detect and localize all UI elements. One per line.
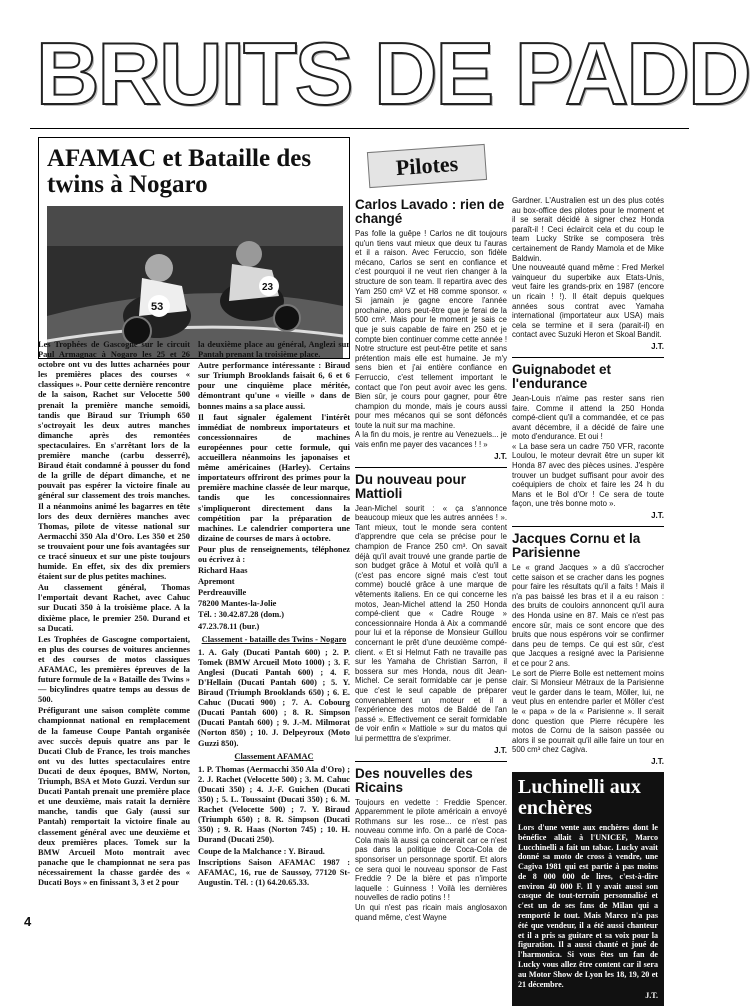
article-title-guignabodet: Guignabodet et l'endurance	[512, 361, 611, 391]
article-body: A la fin du mois, je rentre au Venezuels... je vais enfin me payer des vacances ! ! »	[355, 430, 507, 450]
article-body: Pas folle la guêpe ! Carlos ne dit toujours qu'un tiens vaut mieux que deux tu l'auras et il a raison. Avec Feruccio, son fidèle mécano, Carlos se sent en confiance et c'est pourquoi il ne veut rien changer à la structure de son team. Il repartira avec des Yam 250 cm³ VZ et H8 comme sponsor. « Si jamain je gagne encore l'année prochaine, alors peut-être que je ferai de la 500 cm³. Mais pour le moment je sais ce que je suis capable de faire en 250 et je compte bien continuer comme cette année ! Notre structure est peut-être petite et sans prétention mais elle est humaine. Je m'y sens bien et j'ai entière confiance en Ferruccio, c'est tellement important le contact que l'on peut avoir avec les gens. Bien sûr, je cours pour gagner, pour être champion du monde, mais je cours aussi pour mes mécanos qui se sont défoncés toute la nuit sur ma machine.	[355, 229, 507, 430]
article-title-mattioli: Du nouveau pour Mattioli	[355, 471, 466, 501]
article-divider	[512, 526, 664, 527]
article-body: Gardner. L'Australien est un des plus cotés au box-office des pilotes pour le moment et il se serait décidé à signer chez Honda paraît-il ! Ceci éclaircit cela et du coup le team Lucky Strike se composera très certainement de Randy Mamola et de Mike Baldwin.	[512, 196, 664, 263]
article-signature: J.T.	[645, 991, 658, 1001]
article-body: Une nouveauté quand même : Fred Merkel vainqueur du superbike aux Etats-Unis, veut faire les grands-prix en 1987 (encore un ricain ! !). Il était depuis quelques années sous contrat avec Yamaha international (importateur aux USA) mais cela se termine et il sera (parait-il) en contact avec Suzuki Heron et Skoal Bandit.	[512, 263, 664, 340]
afamac-results: 1. P. Thomas (Aermacchi 350 Ala d'Oro) ; 2. J. Rachet (Velocette 500) ; 3. M. Cahuc (Ducati 350) ; 4. J.-F. Guichen (Ducati 350) ; 5. L. Toussaint (Ducati 350) ; 6. M. Rachet (Velocette 500) ; 7. Y. Biraud (Triumph 650) ; 8. R. Simpson (Ducati 350) ; 9. R. Haas (Norton 745) ; 10. H. Durand (Ducati 250).	[198, 764, 350, 845]
right-column	[512, 196, 664, 1001]
article-signature: J.T.	[651, 341, 664, 351]
svg-text:53: 53	[151, 301, 164, 313]
afamac-paragraph: Préfigurant une saison complète comme championnat national en remplacement de la fameuse Coupe Pantah organisée avec succès depuis quatre ans par le Ducati Club de France, les trois manches ont vu des luttes spectaculaires entre Ducati de deux époques, BMW, Norton, Triumph, BSA et Moto Guzzi. Verdun sur Ducati Pantah prenait une première place et une deuxième, mais ratait la dernière manche, tandis que Galy (aussi sur Pantah) remportait la victoire finale au classement général avec une deuxième et deux premières places. Tomek sur la BMW Arcueil Moto montrait avec panache que le championnat ne sera pas nécessairement la chasse gardée des « Ducati Boys » en finissant 3, 3 et 2 pour	[38, 706, 190, 887]
article-divider	[512, 357, 664, 358]
middle-column	[355, 196, 507, 922]
article-signature: J.T.	[494, 745, 507, 755]
pilotes-section-label: Pilotes	[367, 144, 487, 188]
article-body: Jean-Louis n'aime pas rester sans rien faire. Comme il attend la 250 Honda compé-client qu'il a commandée, et ce pas avant décembre, il a décidé de faire une moto d'endurance. Et oui !	[512, 393, 664, 442]
article-body: Lors d'une vente aux enchères dont le bénéfice allait à l'UNICEF, Marco Lucchinelli a fait un tabac. Lucky avait donné sa moto de cross à vendre, une Cagiva 1981 qui est partie à pas moins de 8 000 000 de lires, c'est-à-dire environ 40 000 F. Il y avait aussi son casque de tout-terrain personnalisé et c'est un de ses fans de Milan qui a remporté le tout. Mais Marco n'a pas été que vendeur, il a été aussi chanteur et il a pris sa guitare et sa voix pour la figuration. Il a aussi chanté et joué de l'harmonica. Si vous êtes un fan de Lucky vous allez être content car il sera au Motor Show de Lyon les 18, 19, 20 et 21 décembre.	[518, 822, 658, 989]
article-title-lavado: Carlos Lavado : rien de changé	[355, 197, 505, 226]
afamac-paragraph: Au classement général, Thomas l'emportait devant Rachet, avec Cahuc sur Ducati 350 à la troisième place. A la dixième place, le premier 250. Durand et sa Ducati.	[38, 583, 190, 633]
afamac-paragraph: Pour plus de renseignements, téléphonez ou écrivez à :	[198, 544, 350, 564]
banner-divider	[30, 128, 689, 129]
race-photo	[47, 206, 343, 358]
malchance-note: Coupe de la Malchance : Y. Biraud.	[198, 846, 325, 856]
twins-results: 1. A. Galy (Ducati Pantah 600) ; 2. P. Tomek (BMW Arcueil Moto 1000) ; 3. F. Anglesi (Ducati Pantah 600) ; 4. F. D'Hellain (Ducati Pantah 600) ; 5. Y. Biraud (Triumph Brooklands 650) ; 6. E. Cahuc (Ducati 900) ; 7. A. Cobourg (Ducati Pantah 600) ; 8. R. Simpson (Ducati Pantah 600) ; 9. J.-M. Milmorat (Norton 850) ; 10. J. Delpeyroux (Moto Guzzi 850).	[198, 647, 350, 748]
article-body: Le sort de Pierre Bolle est nettement moins clair. Si Monsieur Métraux de la Parisienne veut le garder dans le team, Möller, lui, ne veut plus en entendre parler et Möller c'est le « papa » de la « Parisienne ». Il serait donc question que Pierre récupère les motos de Cornu de la saison passée ou alors il se pourrait qu'il aille faire un tour en 500 cm³ chez Cagiva.	[512, 668, 664, 755]
article-title-cornu: Jacques Cornu et la Parisienne	[512, 531, 641, 561]
contact-line: 78200 Mantes-la-Jolie	[198, 599, 277, 609]
inscriptions-note: Inscriptions Saison AFAMAC 1987 : AFAMAC, 16, rue de Saussoy, 77120 St-Augustin. Tél. : (1) 64.20.65.33.	[198, 857, 350, 887]
article-body: Toujours en vedette : Freddie Spencer. Apparemment le pilote américain a envoyé Rothmans sur les rose... ce n'est pas nouveau comme info. On a parlé de Coca-Cola mais là aussi ça coincerait car ce n'est pas dans la politique de Coca-Cola de sponsoriser un personnage sportif. Et alors ce sera quoi le nouveau sponsor de Fast Freddie ? De la bière et pas n'importe laquelle : Guinness ! Voilà les dernières nouvelles de radio potins ! !	[355, 797, 507, 903]
svg-text:23: 23	[262, 282, 274, 293]
afamac-col-1	[38, 340, 190, 889]
article-divider	[355, 467, 507, 468]
article-signature: J.T.	[651, 756, 664, 766]
afamac-paragraph: Les Trophées de Gascogne comportaient, en plus des courses de voitures anciennes et des courses de motos classiques AFAMAC, les premières épreuves de la future formule de la « Bataille des Twins » — bicylindres quatre temps au dessus de 500.	[38, 634, 190, 705]
afamac-paragraph: la deuxième place au général, Anglezi sur Pantah prenant la troisième place.	[198, 340, 350, 360]
afamac-body	[38, 340, 350, 912]
article-body: Le « grand Jacques » a dû s'accrocher cette saison et se cracher dans les pognes pour faire les résultats qu'il a faits ! Mais il n'a pas baissé les bras et il a eu raison : des bruits de couloirs annoncent qu'il aura des Honda usine en 87. Mais ce n'est pas encore sûr, mais ce sont encore que des bruits que nous espérons voir se confirmer dans peu de temps. Ce qui est sûr, c'est que Jacques a resigné avec la Parisienne et ce pour 2 ans.	[512, 563, 664, 668]
contact-line: Richard Haas	[198, 566, 248, 576]
twins-results-heading: Classement - bataille des Twins - Nogaro	[201, 634, 347, 644]
luchinelli-box	[512, 772, 664, 1006]
article-signature: J.T.	[651, 511, 664, 521]
article-body: « La base sera un cadre 750 VFR, raconte Loulou, le moteur devrait être un super kit Honda 87 avec des pièces usines. J'espère trouver un budget suffisant pour avoir des coéquipiers de choix et faire les 24 h du Mans et le Bol d'Or ! Ce sera de toute façon, une très bonne moto ».	[512, 441, 664, 509]
article-title-ricains: Des nouvelles des Ricains	[355, 765, 473, 795]
afamac-paragraph: Autre performance intéressante : Biraud sur Triumph Brooklands faisait 6, 6 et 6 pour une cinquième place méritée, démontrant qu'une « vieille » dans de bonnes mains a sa place aussi.	[198, 361, 350, 411]
afamac-paragraph: Les Trophées de Gascogne sur le circuit Paul Armagnac à Nogaro les 25 et 26 octobre ont vu des luttes acharnées pour les premières places des courses « classiques ». Pour cette dernière rencontre de la saison, Rachet sur Velocette 500 prenait la première manche semoidi, tandis que Biraud sur Triumph 650 s'octroyait les deux autres manches dimanche après des remontées spectaculaires. En s'arrêtant lors de la première manche (carbu desserré), Biraud était condamné à pousser du fond de la grille de départ dimanche, et ne pouvait pas espérer la victoire finale au général sur classement des trois manches. Il a néanmoins animé les bagarres en tête lors des deux dernières manches avec Thomas, pilote de vitesse national sur Aermacchi 350 Ala d'Oro. Les 350 et 250 se trouvaient pour une fois avantagées sur ce tracé sinueux et sur une piste toujours humide. En effet, six des dix premiers étaient sur de plus petites machines.	[38, 340, 190, 582]
afamac-results-heading: Classement AFAMAC	[234, 751, 314, 761]
article-divider	[355, 761, 507, 762]
contact-line: Tél. : 30.42.87.28 (dom.)	[198, 610, 285, 620]
contact-line: Apremont	[198, 577, 235, 587]
article-title-luchinelli: Luchinelli aux enchères	[518, 775, 641, 819]
afamac-headline: AFAMAC et Bataille des twins à Nogaro	[47, 145, 312, 198]
motorcycle-race-illustration	[47, 206, 343, 358]
page-number: 4	[24, 914, 32, 929]
contact-line: Perdreauville	[198, 588, 247, 598]
section-banner	[0, 0, 750, 123]
banner-title: BRUITS DE PADD	[36, 24, 750, 123]
article-body: Jean-Michel sourit : « ça s'annonce beaucoup mieux que les autres années ! ». Tant mieux, tout le monde sera content d'apprendre que cela se précise pour le champion de France 250 cm³. On savait déjà qu'il avait trouvé une grande partie de son budget grâce à Motul et voilà qu'il a (c'est pas encore signé mais c'est tout comme) bouclé grâce à une marque de vêtements italiens. En ce qui concerne les motos, Jean-Michel attend la 250 Honda compé-client que « Cadre Rouge » concessionnaire Honda à Aix a commandé pour lui et la réponse de Monsieur Guillou concernant le prêt d'une deuxième compé-client. « Et si Helmut Fath ne travaille pas sur les Yamaha de Christian Sarron, il bossera sur mes Honda, nous dit Jean-Michel. Ce serait formidable car je pense que c'est le seul capable de préparer convenablement un moteur et il a l'expérience des motos de Baldé de l'an passé ». Effectivement ce serait formidable de voir enfin « Mattiole » sur du matos qui lui permetttra de s'exprimer.	[355, 503, 507, 743]
afamac-article-box	[38, 137, 350, 359]
afamac-paragraph: Il faut signaler également l'intérêt immédiat de nombreux importateurs et concessionnaires de machines européennes pour cette formule, qui accueillera néanmoins les japonaises et même américaines (Harley). Certains importateurs offriront des primes pour la première machine classée de leur marque, tandis que les concessionnaires s'impliqueront directement dans la compétition par la préparation de machines. Le calendrier comportera une dizaine de courses de mars à octobre.	[198, 412, 350, 543]
article-body: Un qui n'est pas ricain mais anglosaxon quand même, c'est Wayne	[355, 903, 507, 922]
article-signature: J.T.	[494, 451, 507, 461]
contact-line: 47.23.78.11 (bur.)	[198, 621, 260, 631]
afamac-col-2	[198, 340, 350, 889]
